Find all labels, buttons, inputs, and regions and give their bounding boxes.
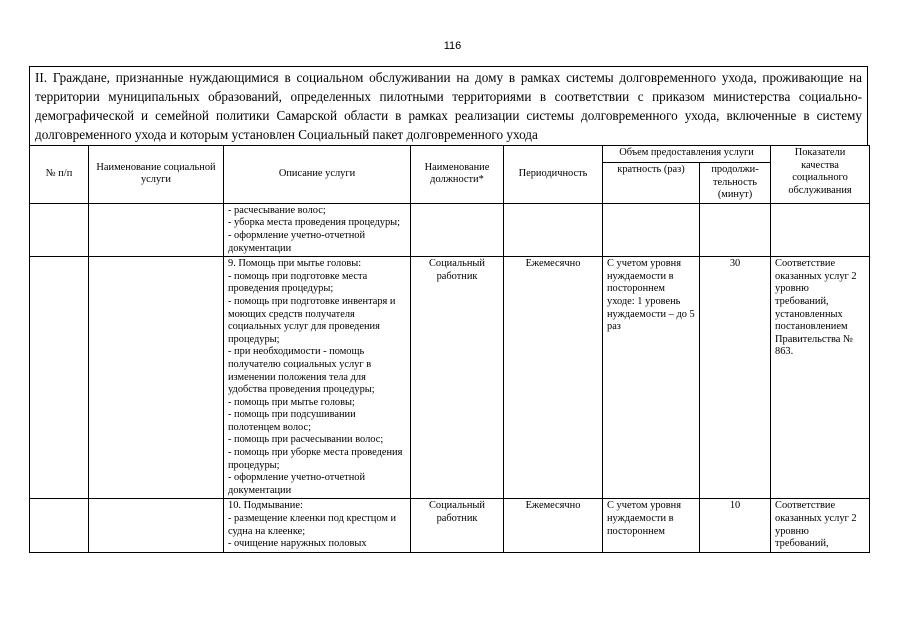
cell-periodicity: Ежемесячно [504, 499, 603, 552]
cell-description [224, 203, 411, 256]
services-table [29, 145, 870, 553]
description-line: 10. Подмывание: [228, 500, 303, 512]
table-row [30, 499, 870, 552]
description-line: - помощь при уборке места проведения процедуры; [228, 447, 403, 471]
cell-quality: Соответствие оказанных услуг 2 уровню требований, установленных постановлением Правительства № 863. [771, 257, 870, 499]
cell-description [224, 499, 411, 552]
cell-periodicity [504, 203, 603, 256]
cell-number [30, 499, 89, 552]
description-line: - уборка места проведения процедуры; [228, 217, 401, 229]
header-multiplicity: кратность (раз) [603, 163, 700, 204]
cell-multiplicity: С учетом уровня нуждаемости в постороннем уходе: 1 уровень нуждаемости – до 5 раз [603, 257, 700, 499]
cell-duration [700, 203, 771, 256]
header-position: Наименование должности* [411, 146, 504, 204]
page-number: 116 [443, 40, 462, 52]
description-line: - при необходимости - помощь получателю социальных услуг в изменении положения тела для удобства проведения процедуры; [228, 346, 375, 396]
description-line: - помощь при подготовке места проведения процедуры; [228, 270, 368, 295]
cell-quality [771, 203, 870, 256]
document-body [29, 66, 868, 553]
cell-quality: Соответствие оказанных услуг 2 уровню требований, [771, 499, 870, 552]
cell-position [411, 203, 504, 256]
description-line: - оформление учетно-отчетной документации [228, 472, 366, 496]
description-line: - размещение клеенки под крестцом и судна на клеенке; [228, 513, 397, 537]
description-line: - помощь при подготовке инвентаря и моющих средств получателя социальных услуг для проведения процедуры; [228, 295, 396, 345]
cell-multiplicity [603, 203, 700, 256]
header-duration: продолжи-тельность (минут) [700, 163, 771, 204]
cell-multiplicity: С учетом уровня нуждаемости в постороннем [603, 499, 700, 552]
section-heading: II. Граждане, признанные нуждающимися в социальном обслуживании на дому в рамках системы долговременного ухода, проживающие на территории муниципальных образований, определенных пилотными территориями в соответствии с приказом министерства социально-демографической и семейной политики Самарской области в рамках реализации системы долговременного ухода, включенные в систему долговременного ухода и которым установлен Социальный пакет долговременного ухода [29, 66, 868, 145]
header-service-name: Наименование социальной услуги [89, 146, 224, 204]
cell-service-name [89, 203, 224, 256]
header-volume-group: Объем предоставления услуги [603, 146, 771, 163]
description-line: - расчесывание волос; [228, 204, 326, 216]
table-row [30, 203, 870, 256]
cell-number [30, 257, 89, 499]
cell-number [30, 203, 89, 256]
description-line: 9. Помощь при мытье головы: [228, 258, 362, 270]
table-row [30, 257, 870, 499]
cell-description [224, 257, 411, 499]
cell-service-name [89, 499, 224, 552]
cell-position: Социальный работник [411, 257, 504, 499]
cell-duration: 30 [700, 257, 771, 499]
header-description: Описание услуги [224, 146, 411, 204]
description-line: - очищение наружных половых [228, 538, 367, 550]
description-line: - помощь при подсушивании полотенцем волос; [228, 409, 356, 433]
header-number: № п/п [30, 146, 89, 204]
cell-duration: 10 [700, 499, 771, 552]
cell-service-name [89, 257, 224, 499]
cell-periodicity: Ежемесячно [504, 257, 603, 499]
description-line: - помощь при расчесывании волос; [228, 434, 384, 446]
header-periodicity: Периодичность [504, 146, 603, 204]
description-line: - оформление учетно-отчетной документации [228, 229, 366, 254]
header-quality: Показатели качества социального обслуживания [771, 146, 870, 204]
description-line: - помощь при мытье головы; [228, 396, 355, 408]
cell-position: Социальный работник [411, 499, 504, 552]
